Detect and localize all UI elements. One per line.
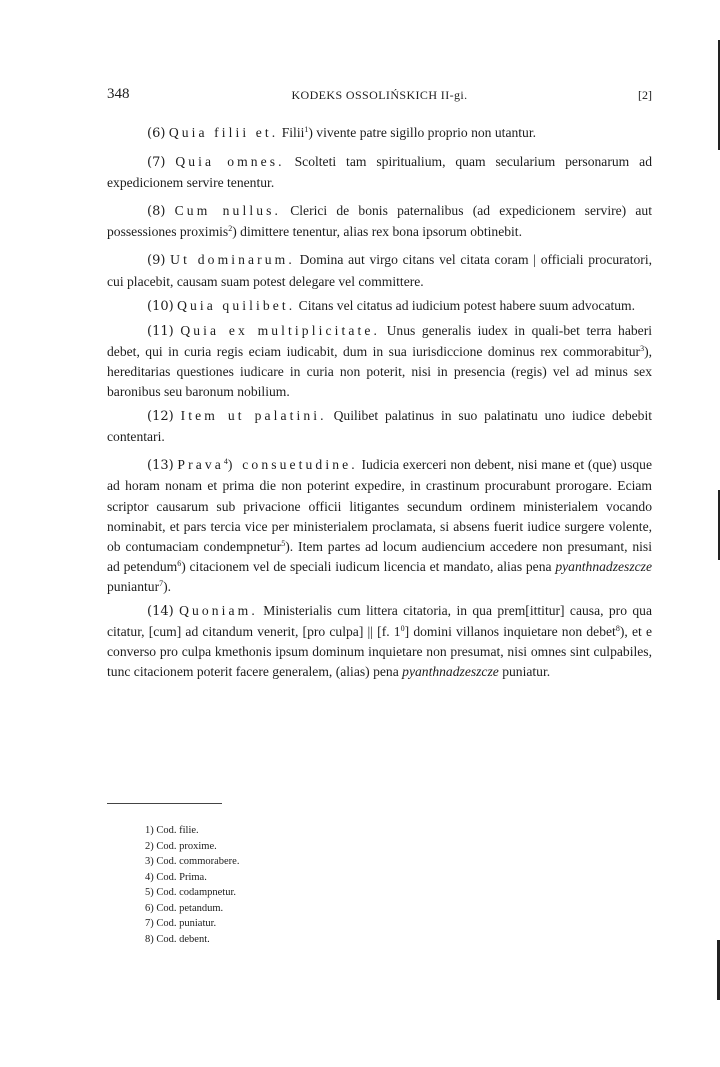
paragraph-number: (10) xyxy=(147,298,174,314)
paragraph-6 xyxy=(107,123,652,144)
footnote: 4) Cod. Prima. xyxy=(145,871,207,883)
paragraph-text: Filii xyxy=(281,125,305,140)
paragraph-number: (11) xyxy=(147,323,174,339)
paragraph-title: Quia quilibet. xyxy=(177,297,296,313)
footnote: 1) Cod. filie. xyxy=(145,825,199,836)
footnote-ref: 2 xyxy=(228,224,233,234)
paragraph-number: (12) xyxy=(147,409,174,425)
paragraph-title-rest: ) consuetudine. xyxy=(227,457,358,473)
running-title: KODEKS OSSOLIŃSKICH II-gi. xyxy=(291,88,468,102)
paragraph-title: Item ut palatini. xyxy=(180,408,327,424)
paragraph-text: ). xyxy=(163,578,172,594)
paragraph-title: Quia ex multiplicitate. xyxy=(180,322,380,338)
paragraph-text: Citans vel citatus ad iudicium potest habere suum advocatum. xyxy=(298,297,636,313)
main-text xyxy=(107,123,652,690)
paragraph-title: Ut dominarum. xyxy=(170,252,295,268)
paragraph-text: ), hereditarias questiones iudicare in curia non poterit, nisi in presencia (regis) vel ad minus sex baronibus seu baronum nobilium. xyxy=(107,343,652,400)
vernacular-term: pyanthnadzeszcze xyxy=(402,664,499,680)
section-marker: [2] xyxy=(638,88,652,102)
paragraph-number: (14) xyxy=(147,603,174,619)
paragraph-text: Ministerialis cum littera citatoria, in qua prem[ittitur] causa, pro qua citatur, [cum] ad citandum venerit, [pro culpa] || [f. 1 xyxy=(107,602,652,640)
paragraph-text: Domina aut virgo citans vel citata coram | officiali procuratori, cui placebit, causam suam potest delegare vel committere. xyxy=(107,252,652,289)
paragraph-text: Unus generalis iudex in quali-bet terra haberi debet, qui in curia regis eciam iudicabit, dum in sua iurisdiccione dominus rex commorabitur xyxy=(107,322,653,359)
paragraph-text: ), et e converso pro culpa kmethonis ipsum dominum inquietare non presumat, nisi omnes sint culpabiles, tunc citacionem poterit facere generalem, (alias) pena xyxy=(107,624,652,680)
paragraph-text: ) dimittere tenentur, alias rex bona ipsorum obtinebit. xyxy=(232,224,522,240)
paragraph-text: Iudicia exerceri non debent, nisi mane et (que) usque ad horam nonam et prima die non poterint expedire, in crastinum procurabunt prorogare. Eciam scriptor causarum sub privacione officii litigantes secundum ordinem ministerialem vocando nominabit, et pars tercia vice per ministerialem proclamata, si absens fuerit iudice surgere volente, ob contumaciam condempnetur xyxy=(107,457,652,554)
paragraph-text: Quilibet palatinus in suo palatinatu uno iudice debebit contentari. xyxy=(107,408,653,445)
paragraph-text: puniantur xyxy=(107,578,160,594)
footnote-ref: 6 xyxy=(177,558,182,568)
page-header xyxy=(107,86,652,106)
vernacular-term: pyanthnadzeszcze xyxy=(555,558,652,574)
footnote: 2) Cod. proxime. xyxy=(145,840,217,852)
paragraph-8 xyxy=(107,201,652,242)
paragraph-13 xyxy=(107,455,652,597)
paragraph-10 xyxy=(107,296,652,317)
paragraph-14 xyxy=(107,601,652,682)
paragraph-title: Cum nullus. xyxy=(174,203,281,219)
paragraph-text: ). Item partes ad locum audiencium accedere non presumant, nisi ad petendum xyxy=(107,538,652,574)
footnotes xyxy=(145,823,445,947)
paragraph-text: Scolteti tam spiritualium, quam secularium personarum ad expedicionem servire tenentur. xyxy=(107,154,652,191)
paragraph-number: (7) xyxy=(147,155,166,171)
footnote: 8) Cod. debent. xyxy=(145,933,210,945)
paragraph-12 xyxy=(107,406,652,447)
paragraph-11 xyxy=(107,321,652,402)
footnote: 5) Cod. codampnetur. xyxy=(145,887,236,898)
footnote-ref: 3 xyxy=(640,343,645,353)
paragraph-text: ) citacionem vel de speciali iudicum licencia et mandato, alias pena xyxy=(181,558,556,574)
footnote-rule xyxy=(107,803,222,804)
paragraph-title: Quoniam. xyxy=(179,602,258,618)
paragraph-number: (13) xyxy=(147,458,174,474)
footnote-ref: 5 xyxy=(281,538,286,548)
paragraph-text: ] domini villanos inquietare non debet xyxy=(404,624,616,640)
footnote: 3) Cod. commorabere. xyxy=(145,856,240,867)
paragraph-title: Prava xyxy=(177,457,224,473)
paragraph-title: Quia omnes. xyxy=(175,154,285,170)
footnote-ref: 7 xyxy=(159,578,164,588)
paragraph-7 xyxy=(107,152,652,193)
footnote-ref: 8 xyxy=(615,624,620,634)
footnote: 6) Cod. petandum. xyxy=(145,902,224,914)
footnote-ref: 4 xyxy=(223,457,228,467)
paragraph-text: puniatur. xyxy=(498,664,551,680)
footnote-ref: 1 xyxy=(304,125,309,134)
paragraph-text: ) vivente patre sigillo proprio non utantur. xyxy=(308,125,537,140)
folio-superscript: 0 xyxy=(400,624,405,634)
paragraph-9 xyxy=(107,250,652,291)
paragraph-number: (8) xyxy=(147,204,166,220)
paragraph-text: Clerici de bonis paternalibus (ad expedicionem servire) aut possessiones proximis xyxy=(107,203,652,240)
paragraph-number: (9) xyxy=(147,253,166,269)
footnote: 7) Cod. puniatur. xyxy=(145,918,217,929)
paragraph-number: (6) xyxy=(147,126,166,141)
paragraph-title: Quia filii et. xyxy=(168,125,279,140)
page-number: 348 xyxy=(107,86,130,102)
